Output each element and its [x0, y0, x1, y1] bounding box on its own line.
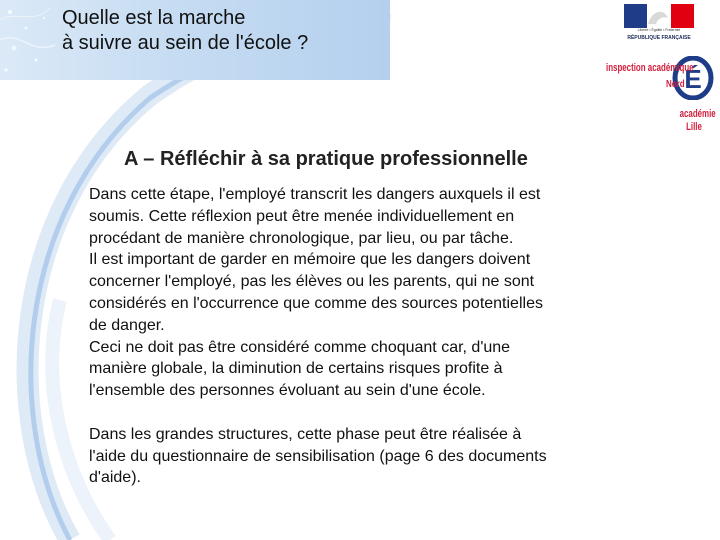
academie-lille-label — [679, 108, 716, 134]
body-text — [89, 184, 649, 489]
body-text-line: Dans les grandes structures, cette phase peut être réalisée à — [89, 425, 522, 443]
body-text-line: Il est important de garder en mémoire que les dangers doivent — [89, 251, 531, 269]
slide-title — [62, 6, 388, 56]
institution-logos — [604, 2, 716, 138]
marianne-flag-icon — [624, 4, 694, 28]
body-text-line: Ceci ne doit pas être considéré comme choquant car, d'une — [89, 338, 511, 356]
body-text-line: soumis. Cette réflexion peut être menée individuellement en — [89, 207, 515, 225]
body-paragraph-2 — [89, 424, 649, 489]
inspection-region-label: Nord — [666, 79, 685, 90]
section-heading: A – Réfléchir à sa pratique professionnelle — [124, 148, 528, 170]
body-text-line: de danger. — [89, 316, 165, 334]
body-paragraph-1 — [89, 184, 649, 402]
title-banner — [0, 0, 390, 80]
body-text-line: l'aide du questionnaire de sensibilisation (page 6 des documents — [89, 447, 547, 465]
paragraph-spacer — [89, 402, 649, 424]
body-text-line: considérés en l'occurrence que comme des sources potentielles — [89, 294, 543, 312]
slide-title-line-1: Quelle est la marche — [62, 7, 246, 29]
academie-line-2: Lille — [686, 121, 702, 133]
republique-motto: Liberté • Égalité • Fraternité — [637, 28, 681, 32]
body-text-line: procédant de manière chronologique, par lieu, ou par tâche. — [89, 229, 514, 247]
inspection-academique-label: inspection académique — [606, 62, 694, 74]
body-text-line: manière globale, la diminution de certains risques profite à — [89, 360, 503, 378]
svg-text:É: É — [684, 64, 702, 94]
body-text-line: concerner l'employé, pas les élèves ou les parents, qui ne sont — [89, 273, 535, 291]
body-text-line: d'aide). — [89, 469, 141, 487]
body-text-line: Dans cette étape, l'employé transcrit les dangers auxquels il est — [89, 186, 541, 203]
republique-name: RÉPUBLIQUE FRANÇAISE — [627, 35, 691, 41]
slide-title-line-2: à suivre au sein de l'école ? — [62, 32, 309, 54]
body-text-line: l'ensemble des personnes évoluant au sein d'une école. — [89, 382, 486, 400]
academie-line-1: académie — [679, 108, 716, 120]
